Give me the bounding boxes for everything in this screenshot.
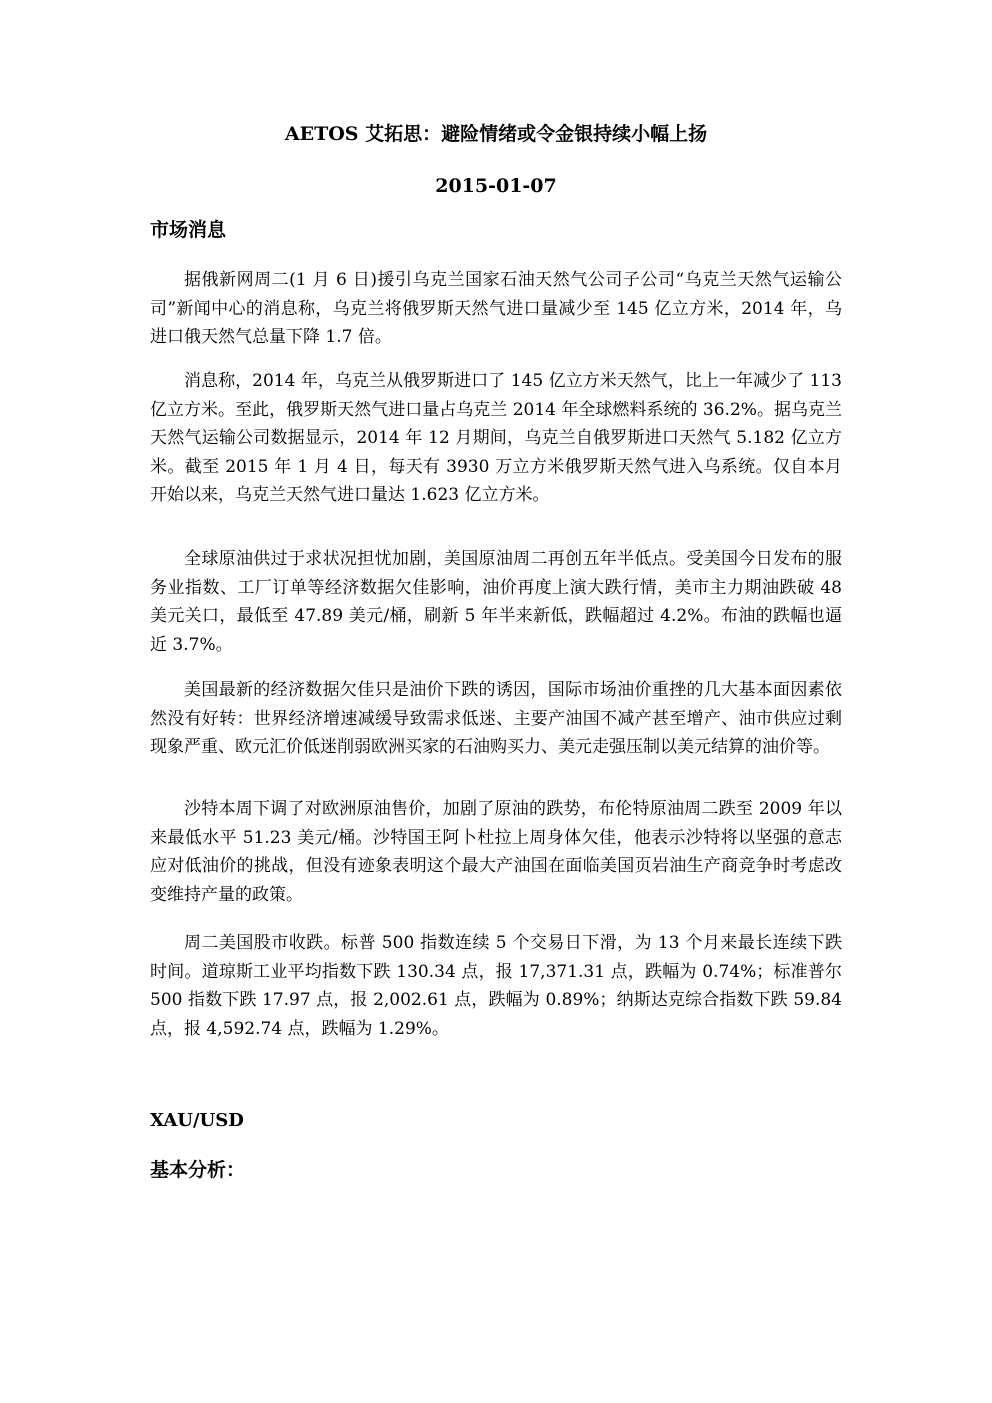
paragraph-6: 周二美国股市收跌。标普 500 指数连续 5 个交易日下滑，为 13 个月来最长连续下跌时间。道琼斯工业平均指数下跌 130.34 点，报 17,371.31 点，跌幅为 0.74%；标准普尔 500 指数下跌 17.97 点，报 2,002.61 点，跌幅为 0.89%；纳斯达克综合指数下跌 59.84 点，报 4,592.74 点，跌幅为 1.29%。 [150, 933, 842, 1039]
paragraph-1: 据俄新网周二(1 月 6 日)援引乌克兰国家石油天然气公司子公司“乌克兰天然气运输公司”新闻中心的消息称，乌克兰将俄罗斯天然气进口量减少至 145 亿立方米，2014 年，乌进口俄天然气总量下降 1.7 倍。 [150, 270, 842, 347]
instrument-label: XAU/USD [150, 1110, 244, 1131]
paragraph-2: 消息称，2014 年，乌克兰从俄罗斯进口了 145 亿立方米天然气，比上一年减少了 113 亿立方米。至此，俄罗斯天然气进口量占乌克兰 2014 年全球燃料系统的 36.2%。据乌克兰天然气运输公司数据显示，2014 年 12 月期间，乌克兰自俄罗斯进口天然气 5.182 亿立方米。截至 2015 年 1 月 4 日，每天有 3930 万立方米俄罗斯天然气进入乌系统。仅自本月开始以来，乌克兰天然气进口量达 1.623 亿立方米。 [150, 371, 842, 505]
paragraph-5: 沙特本周下调了对欧洲原油售价，加剧了原油的跌势，布伦特原油周二跌至 2009 年以来最低水平 51.23 美元/桶。沙特国王阿卜杜拉上周身体欠佳，他表示沙特将以坚强的意志应对低油价的挑战，但没有迹象表明这个最大产油国在面临美国页岩油生产商竞争时考虑改变维持产量的政策。 [150, 799, 842, 905]
paragraph-4: 美国最新的经济数据欠佳只是油价下跌的诱因，国际市场油价重挫的几大基本面因素依然没有好转：世界经济增速减缓导致需求低迷、主要产油国不减产甚至增产、油市供应过剩现象严重、欧元汇价低迷削弱欧洲买家的石油购买力、美元走强压制以美元结算的油价等。 [150, 680, 842, 757]
paragraph-3: 全球原油供过于求状况担忧加剧，美国原油周二再创五年半低点。受美国今日发布的服务业指数、工厂订单等经济数据欠佳影响，油价再度上演大跌行情，美市主力期油跌破 48 美元关口，最低至 47.89 美元/桶，刷新 5 年半来新低，跌幅超过 4.2%。布油的跌幅也逼近 3.7%。 [150, 549, 842, 655]
section-heading-fundamental: 基本分析： [150, 1159, 246, 1181]
document-title: AETOS 艾拓思：避险情绪或令金银持续小幅上扬 [284, 123, 708, 145]
section-heading-market-news: 市场消息 [150, 219, 227, 241]
document-date: 2015-01-07 [435, 175, 557, 197]
